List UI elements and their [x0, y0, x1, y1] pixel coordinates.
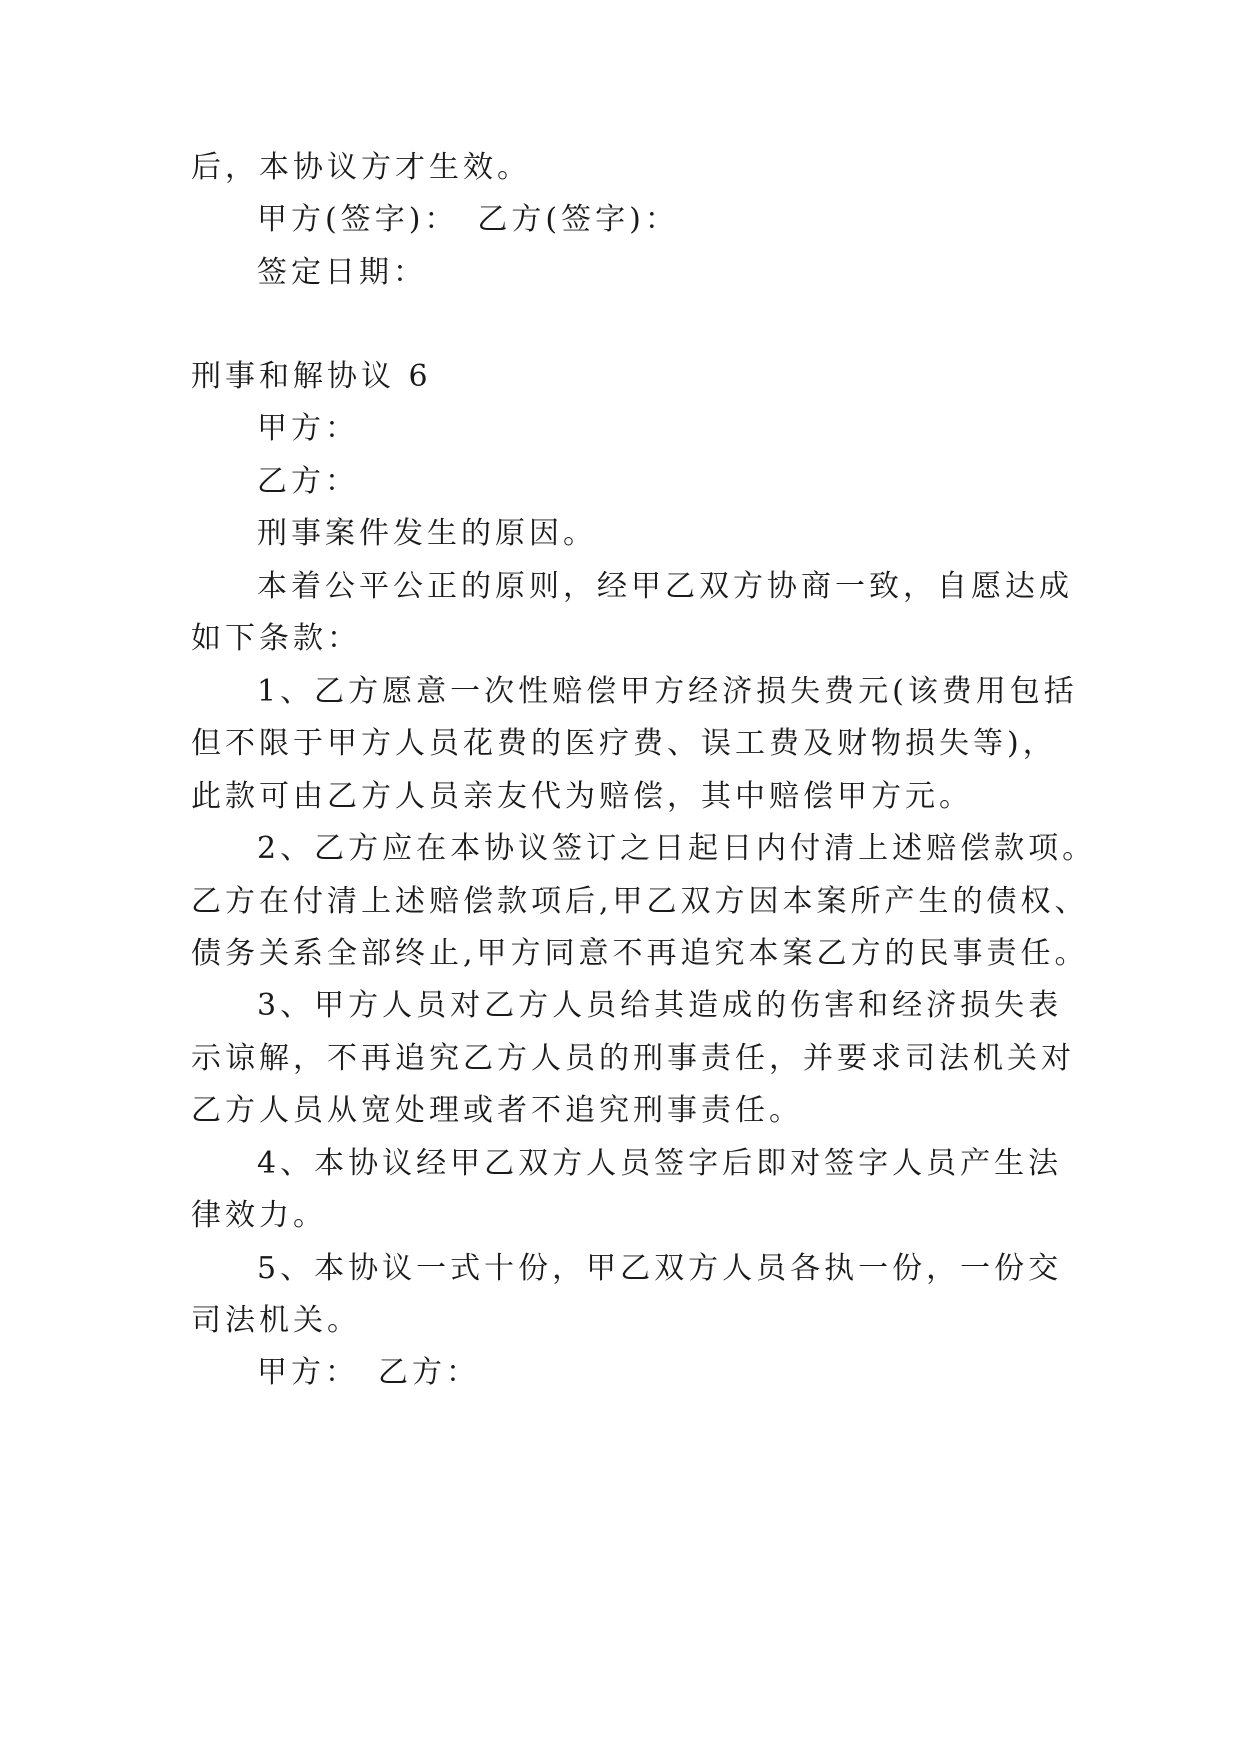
section-title: 刑事和解协议 6: [191, 359, 432, 394]
clause-4-line: 律效力。: [191, 1198, 327, 1233]
clause-5-line: 司法机关。: [191, 1303, 361, 1338]
clause-1-line: 此款可由乙方人员亲友代为赔偿，其中赔偿甲方元。: [191, 779, 973, 814]
party-a-line: 甲方：: [257, 411, 359, 446]
clause-4-line: 4、本协议经甲乙双方人员签字后即对签字人员产生法: [257, 1146, 1063, 1181]
preamble-line: 如下条款：: [191, 621, 361, 656]
prev-signature-line: 甲方(签字)： 乙方(签字)：: [257, 202, 679, 237]
preamble-line: 本着公平公正的原则，经甲乙双方协商一致，自愿达成: [257, 569, 1073, 604]
clause-5-line: 5、本协议一式十份，甲乙双方人员各执一份，一份交: [257, 1251, 1063, 1286]
clause-3-line: 乙方人员从宽处理或者不追究刑事责任。: [191, 1093, 803, 1128]
clause-3-line: 3、甲方人员对乙方人员给其造成的伤害和经济损失表: [257, 988, 1063, 1023]
clause-1-line: 1、乙方愿意一次性赔偿甲方经济损失费元(该费用包括: [257, 674, 1078, 709]
prev-date-line: 签定日期：: [257, 255, 427, 290]
clause-3-line: 示谅解，不再追究乙方人员的刑事责任，并要求司法机关对: [191, 1041, 1075, 1076]
clause-2-line: 2、乙方应在本协议签订之日起日内付清上述赔偿款项。: [257, 831, 1097, 866]
prev-closing-line: 后，本协议方才生效。: [191, 150, 531, 185]
party-b-line: 乙方：: [257, 464, 359, 499]
clause-2-line: 债务关系全部终止,甲方同意不再追究本案乙方的民事责任。: [191, 936, 1089, 971]
clause-1-line: 但不限于甲方人员花费的医疗费、误工费及财物损失等)，: [191, 726, 1057, 761]
cause-line: 刑事案件发生的原因。: [257, 516, 597, 551]
signature-line: 甲方： 乙方：: [257, 1355, 480, 1390]
clause-2-line: 乙方在付清上述赔偿款项后,甲乙双方因本案所产生的债权、: [191, 884, 1089, 919]
